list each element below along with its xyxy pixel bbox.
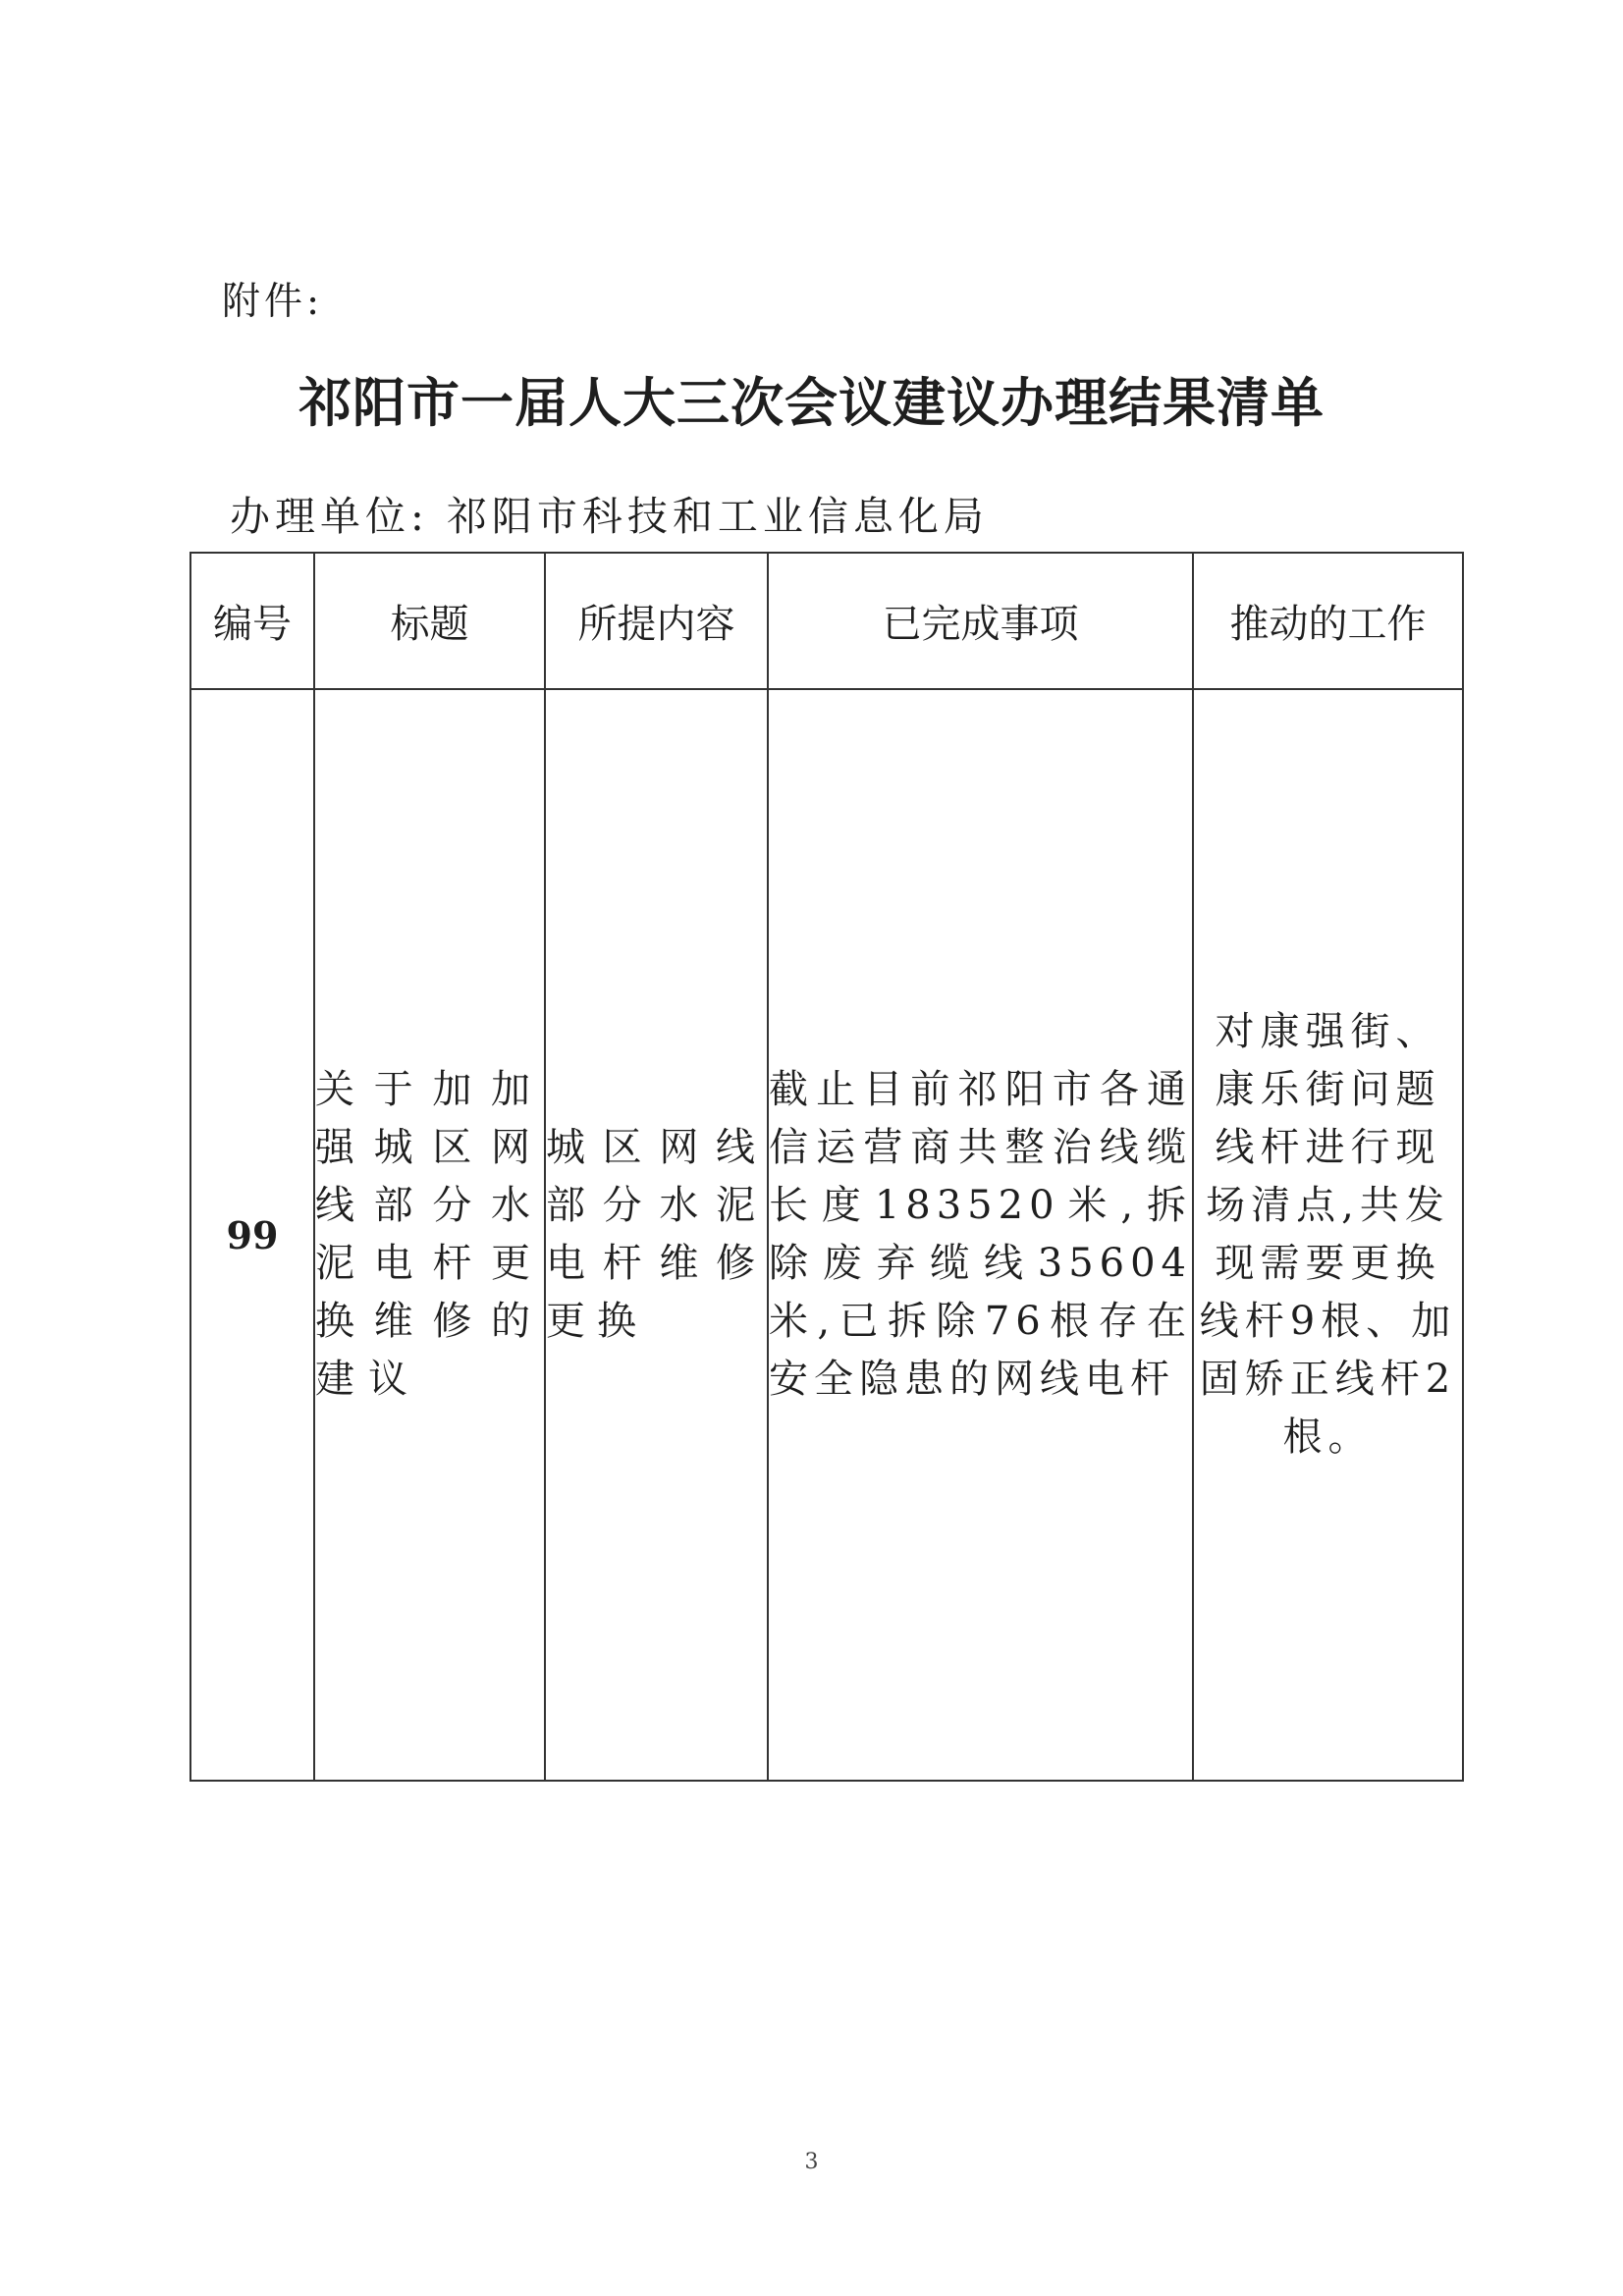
attachment-label: 附件: — [222, 280, 324, 324]
row-work: 对康强街、康乐街问题线杆进行现场清点,共发现需要更换线杆9根、加固矫正线杆2根。 — [1193, 689, 1463, 1781]
header-number: 编号 — [190, 553, 314, 689]
row-title: 关于加加强城区网线部分水泥电杆更换维修的建议 — [314, 689, 545, 1781]
header-content: 所提内容 — [545, 553, 768, 689]
result-table — [189, 552, 1464, 1782]
header-completed: 已完成事项 — [768, 553, 1193, 689]
header-work: 推动的工作 — [1193, 553, 1463, 689]
row-completed: 截止目前祁阳市各通信运营商共整治线缆长度183520米,拆除废弃缆线35604米,已拆除76根存在安全隐患的网线电杆 — [768, 689, 1193, 1781]
table-row — [190, 689, 1463, 1781]
handling-unit: 办理单位: 祁阳市科技和工业信息化局 — [230, 493, 989, 540]
row-content: 城区网线部分水泥电杆维修更换 — [545, 689, 768, 1781]
row-number: 99 — [190, 689, 314, 1781]
document-title: 祁阳市一届人大三次会议建议办理结果清单 — [298, 371, 1325, 434]
page-number: 3 — [804, 2150, 819, 2174]
header-row — [190, 553, 1463, 689]
header-title: 标题 — [314, 553, 545, 689]
